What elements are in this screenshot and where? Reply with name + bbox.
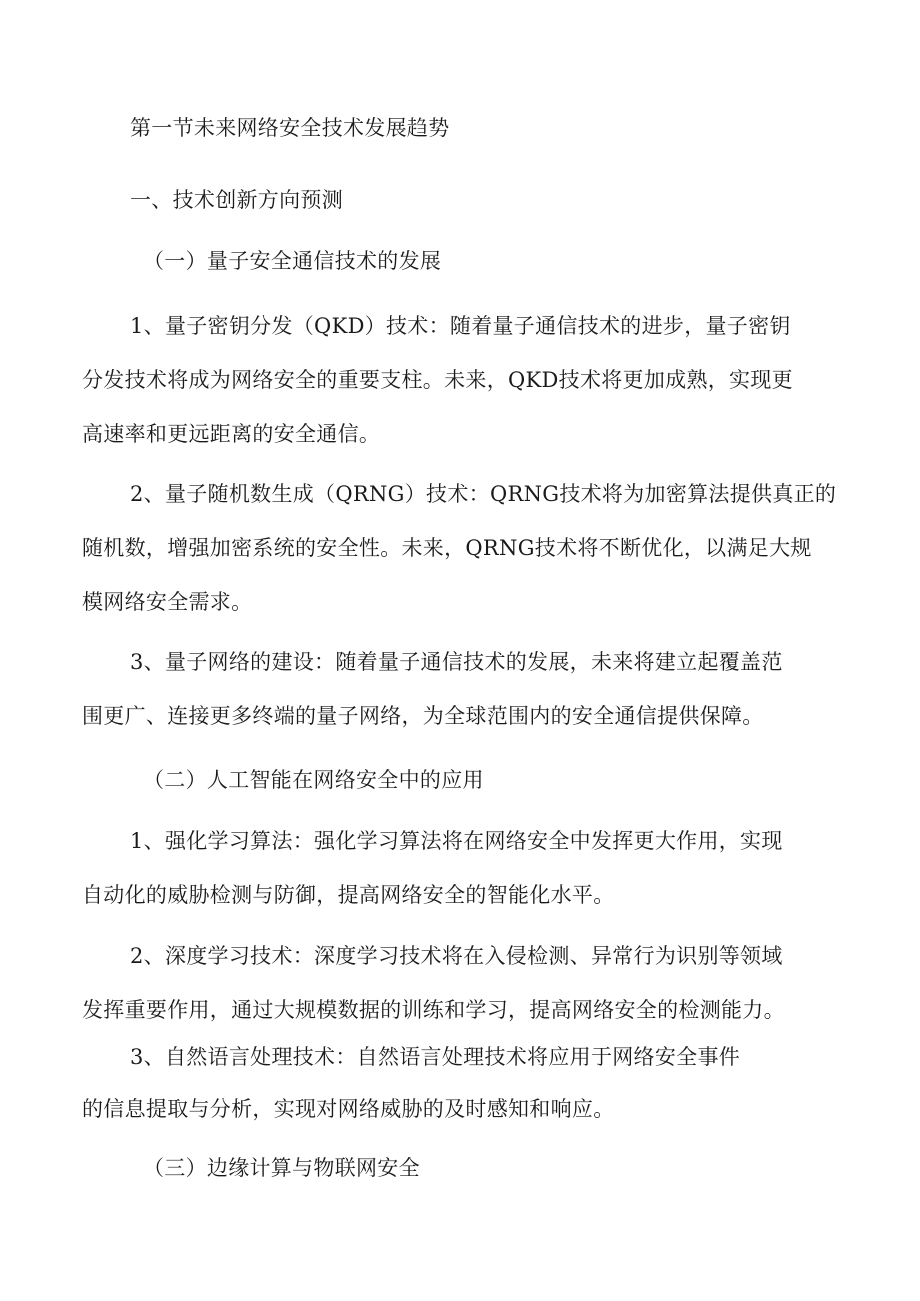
paragraph-line: 1、强化学习算法：强化学习算法将在网络安全中发挥更大作用，实现	[130, 829, 783, 853]
paragraph-line: 高速率和更远距离的安全通信。	[82, 422, 381, 446]
paragraph-line: 3、自然语言处理技术：自然语言处理技术将应用于网络安全事件	[130, 1045, 741, 1069]
paragraph-line: 3、量子网络的建设：随着量子通信技术的发展，未来将建立起覆盖范	[130, 650, 783, 674]
subsection-heading-ai: （二）人工智能在网络安全中的应用	[143, 768, 484, 792]
paragraph-line: 的信息提取与分析，实现对网络威胁的及时感知和响应。	[82, 1097, 615, 1121]
paragraph-line: 2、量子随机数生成（QRNG）技术：QRNG技术将为加密算法提供真正的	[130, 482, 837, 506]
subsection-heading-quantum: （一）量子安全通信技术的发展	[143, 249, 442, 273]
subsection-heading-edge: （三）边缘计算与物联网安全	[143, 1156, 420, 1180]
paragraph-line: 1、量子密钥分发（QKD）技术：随着量子通信技术的进步，量子密钥	[130, 314, 791, 338]
paragraph-line: 随机数，增强加密系统的安全性。未来，QRNG技术将不断优化，以满足大规	[82, 536, 812, 560]
paragraph-line: 2、深度学习技术：深度学习技术将在入侵检测、异常行为识别等领域	[130, 944, 783, 968]
paragraph-line: 发挥重要作用，通过大规模数据的训练和学习，提高网络安全的检测能力。	[82, 998, 785, 1022]
paragraph-line: 自动化的威胁检测与防御，提高网络安全的智能化水平。	[82, 883, 615, 907]
section-title: 第一节未来网络安全技术发展趋势	[130, 116, 450, 140]
paragraph-line: 分发技术将成为网络安全的重要支柱。未来，QKD技术将更加成熟，实现更	[82, 368, 793, 392]
part-heading: 一、技术创新方向预测	[130, 188, 343, 212]
paragraph-line: 模网络安全需求。	[82, 590, 253, 614]
paragraph-line: 围更广、连接更多终端的量子网络，为全球范围内的安全通信提供保障。	[82, 704, 764, 728]
